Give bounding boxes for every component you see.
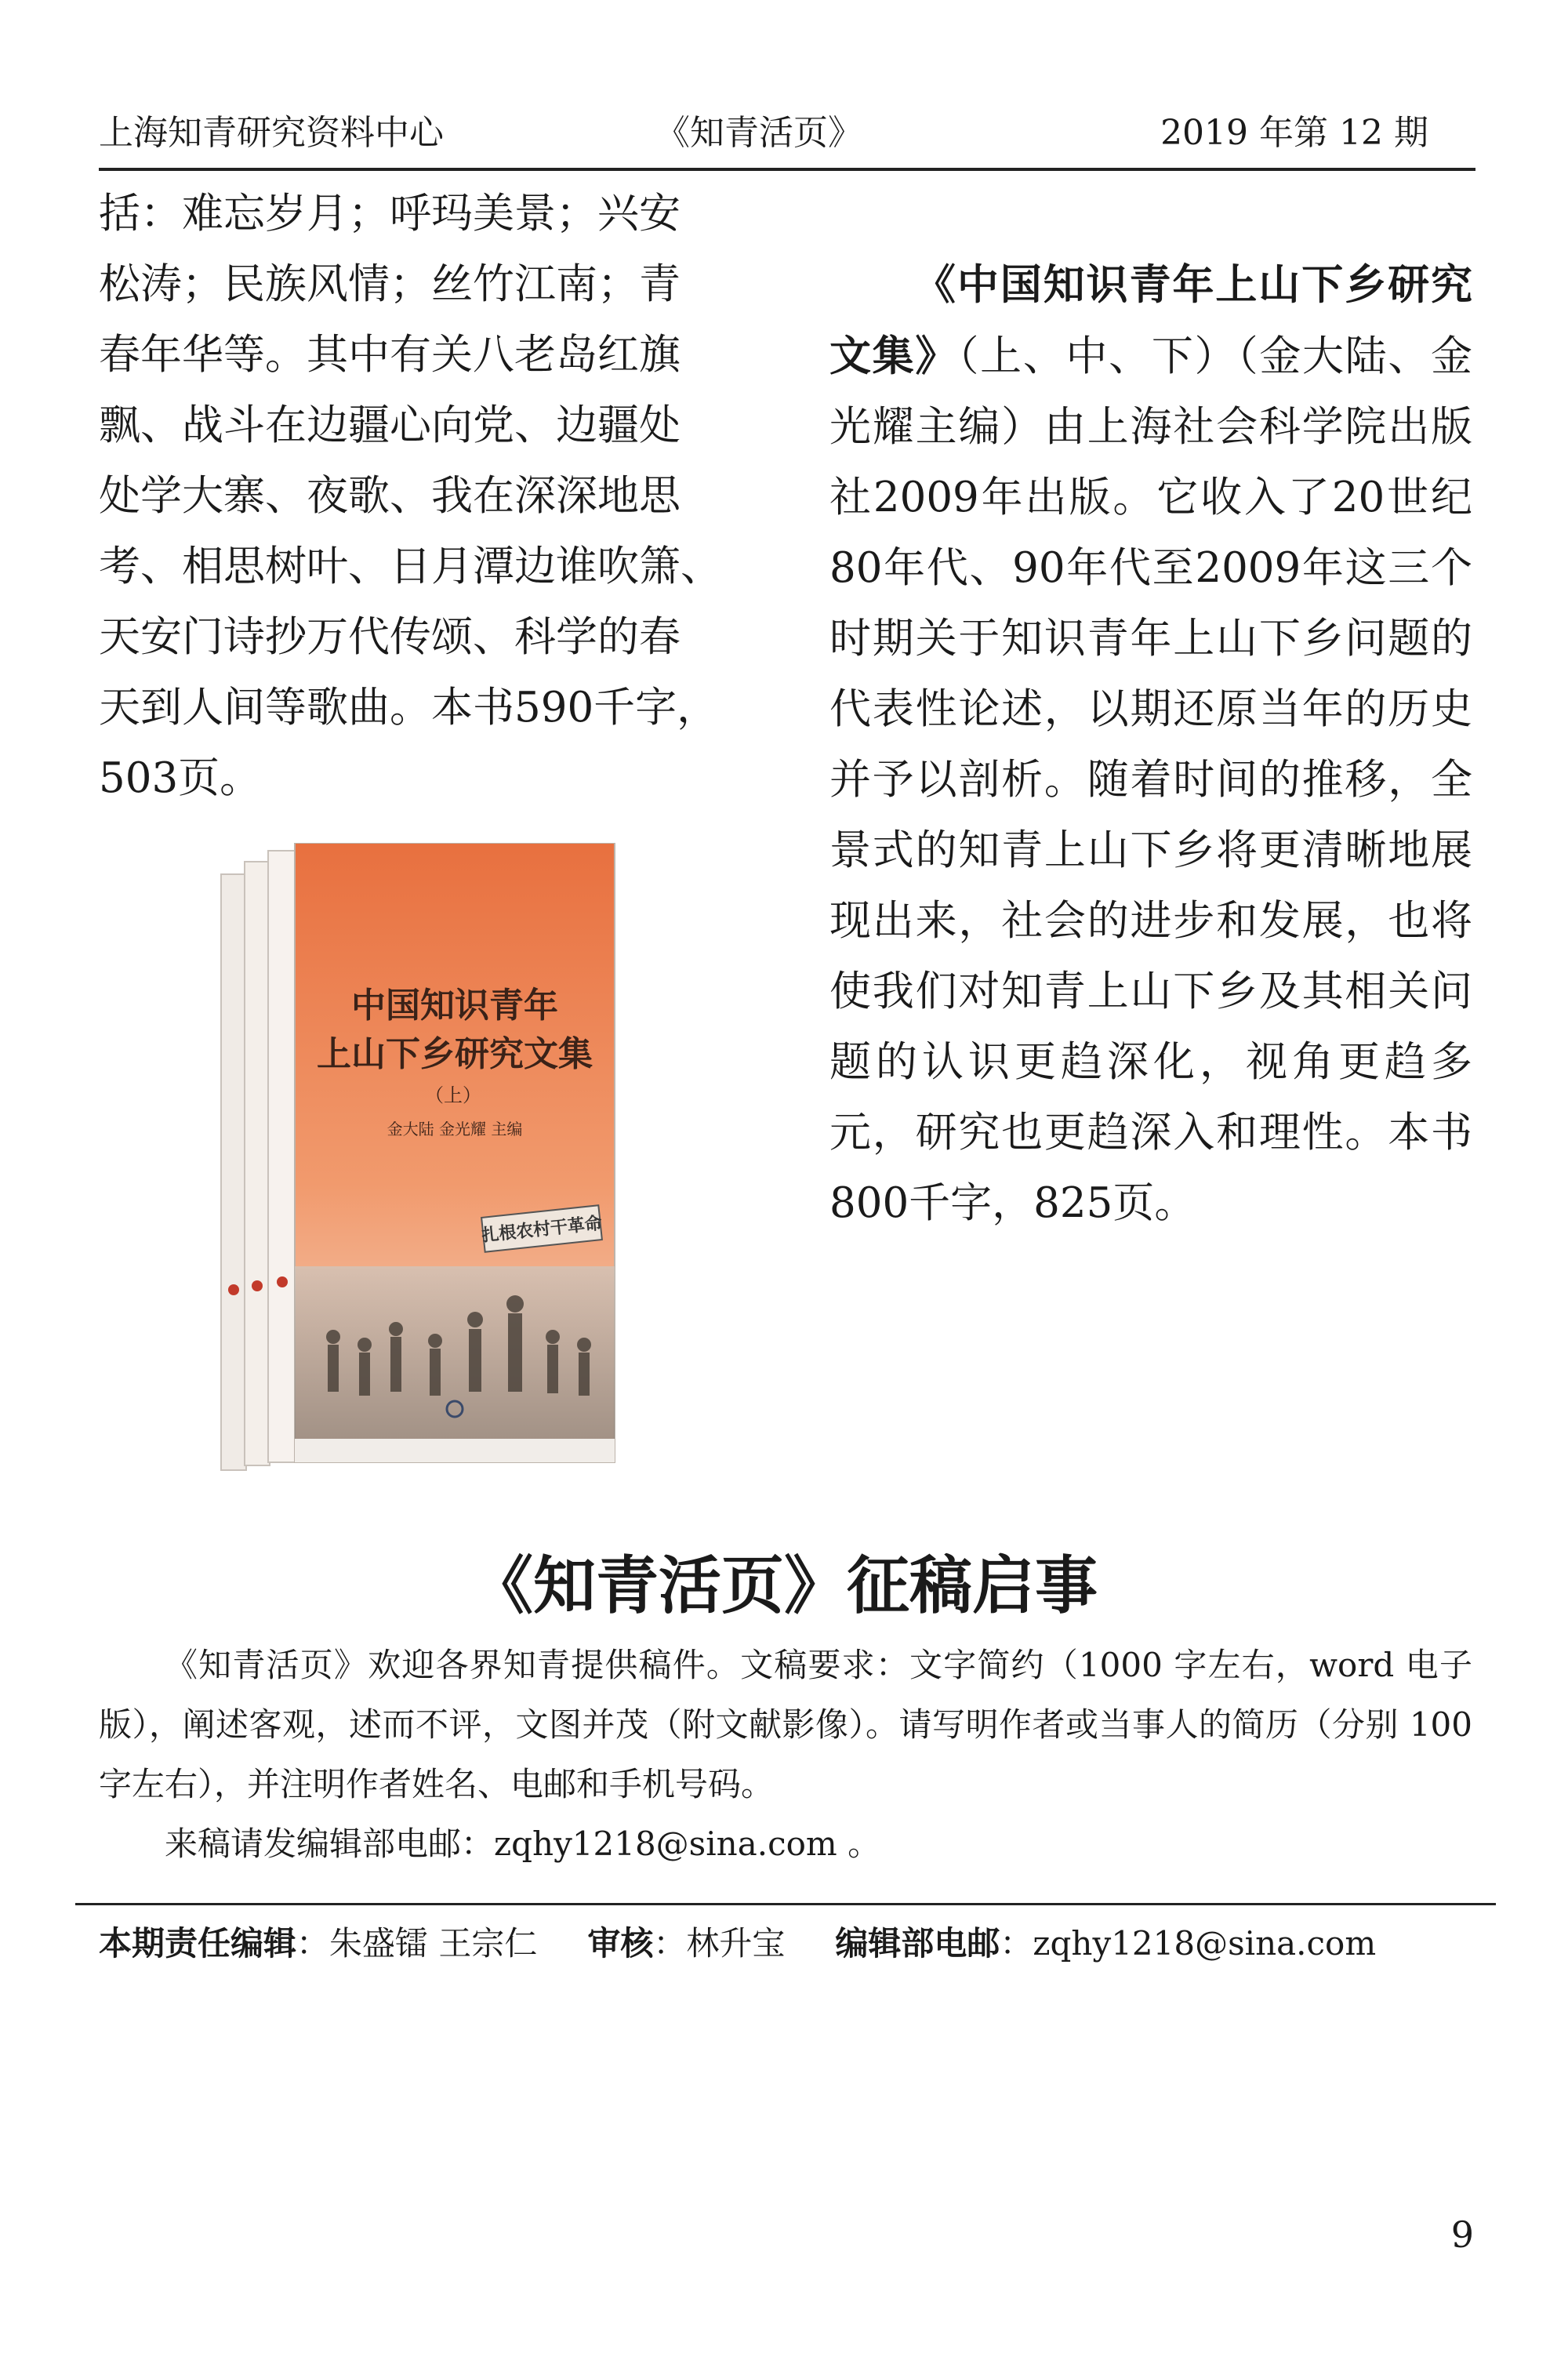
left-line: 考、相思树叶、日月潭边谁吹箫、 [99, 543, 722, 590]
cover-title-line2: 上山下乡研究文集 [317, 1034, 593, 1074]
left-line: 松涛；民族风情；丝竹江南；青 [99, 260, 681, 308]
notice-title: 《知青活页》征稿启事 [470, 1549, 1098, 1622]
header-issue: 2019 年第 12 期 [1160, 113, 1428, 153]
editors-label: 本期责任编辑 [99, 1924, 297, 1963]
page-footer [99, 1916, 1479, 1971]
notice-paragraph: 《知青活页》欢迎各界知青提供稿件。文稿要求：文字简约（1000 字左右，word 电子版），阐述客观，述而不评，文图并茂（附文献影像）。请写明作者或当事人的简历（分别 100 字左右），并注明作者姓名、电邮和手机号码。 [99, 1646, 1472, 1803]
reviewer-name: ：林升宝 [653, 1924, 786, 1963]
left-line: 春年华等。其中有关八老岛红旗 [99, 331, 681, 379]
left-line: 括：难忘岁月；呼玛美景；兴安 [99, 190, 681, 238]
cover-editors: 金大陆 金光耀 主编 [387, 1120, 523, 1138]
page-header [99, 110, 1475, 165]
cover-title-line1: 中国知识青年 [351, 986, 558, 1026]
left-line: 处学大寨、夜歌、我在深深地思 [99, 472, 681, 520]
email-address[interactable]: ：zqhy1218@sina.com [1000, 1924, 1377, 1963]
editors-names: ：朱盛镭 王宗仁 [296, 1924, 538, 1963]
book-cover-icon [210, 843, 618, 1480]
cover-banner-text: 扎根农村干革命 [481, 1214, 604, 1246]
notice-body [99, 1636, 1472, 1874]
book-description: （上、中、下）（金大陆、金光耀主编）由上海社会科学院出版社2009年出版。它收入了20世纪80年代、90年代至2009年这三个时期关于知识青年上山下乡问题的代表性论述，以期还原当年的历史并予以剖析。随着时间的推移，全景式的知青上山下乡将更清晰地展现出来，社会的进步和发展，也将使我们对知青上山下乡及其相关问题的认识更趋深化，视角更趋多元，研究也更趋深入和理性。本书800千字，825页。 [829, 332, 1472, 1227]
right-column [829, 249, 1472, 1239]
left-line: 飘、战斗在边疆心向党、边疆处 [99, 401, 681, 449]
reviewer-label: 审核 [587, 1924, 654, 1963]
email-label: 编辑部电邮 [835, 1924, 1000, 1963]
left-line: 天安门诗抄万代传颂、科学的春 [99, 613, 681, 661]
book-review-paragraph [829, 249, 1472, 1239]
left-column [99, 179, 773, 814]
book-title: 《中国知识青年上山下乡研究文集》 [829, 260, 1472, 380]
notice-contact: 来稿请发编辑部电邮：zqhy1218@sina.com 。 [165, 1825, 881, 1863]
page-number: 9 [1450, 2213, 1474, 2256]
header-divider [99, 168, 1475, 171]
book-cover-image [210, 843, 618, 1480]
header-publication: 《知青活页》 [655, 113, 862, 153]
header-organization: 上海知青研究资料中心 [99, 113, 444, 153]
left-line: 天到人间等歌曲。本书590千字， [99, 684, 719, 732]
left-line: 503页。 [99, 754, 262, 802]
footer-divider [75, 1903, 1496, 1905]
cover-volume: （上） [425, 1084, 481, 1106]
